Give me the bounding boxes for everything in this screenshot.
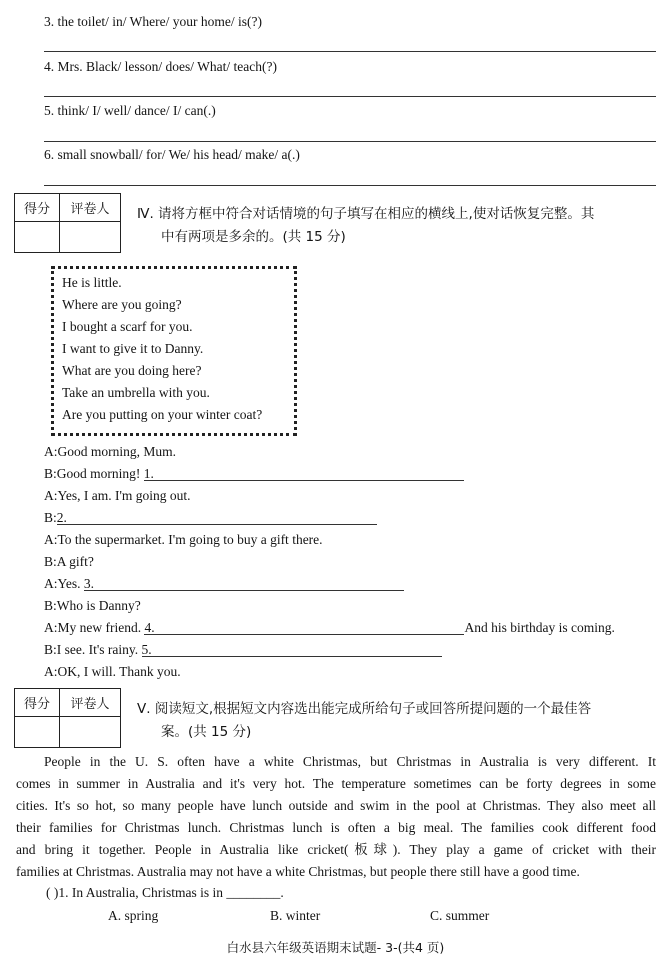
speaker: A: [44, 664, 58, 679]
answer-line-5[interactable] [44, 141, 656, 142]
answer-blank-3[interactable]: 3. [84, 576, 404, 591]
ordering-item-6: 6. small snowball/ for/ We/ his head/ make/ a(.) [44, 147, 300, 162]
question-stem: 1. In Australia, Christmas is in ________. [58, 885, 284, 900]
section4-instruction-line1: Ⅳ. 请将方框中符合对话情境的句子填写在相应的横线上,使对话恢复完整。其 [137, 206, 595, 222]
answer-blank-4[interactable]: 4. [144, 620, 464, 635]
option-6: Take an umbrella with you. [62, 385, 210, 400]
dialogue-line [44, 510, 377, 526]
speaker: A: [44, 620, 58, 635]
section5-instruction-line2: 案。(共 15 分) [161, 724, 252, 740]
option-5: What are you doing here? [62, 363, 202, 378]
passage-line: comes in summer in Australia and it's very hot. The temperature sometimes can be forty degrees in some [16, 776, 656, 791]
dialogue-line: A:Yes, I am. I'm going out. [44, 488, 191, 503]
passage-line: cities. It's so hot, so many people have lunch outside and swim in the pool at Christmas. They also meet all [16, 798, 656, 813]
ordering-item-5: 5. think/ I/ well/ dance/ I/ can(.) [44, 103, 216, 118]
dialogue-line: A:My new friend. 4. And his birthday is coming. [44, 620, 615, 635]
question-option-a[interactable]: A. spring [108, 908, 159, 923]
option-3: I bought a scarf for you. [62, 319, 193, 334]
score-cell[interactable] [15, 717, 60, 748]
score-label: 得分 [15, 194, 60, 222]
speaker: A: [44, 444, 58, 459]
ordering-item-3: 3. the toilet/ in/ Where/ your home/ is(?) [44, 14, 262, 29]
dialogue-line: B:I see. It's rainy. 5. [44, 642, 442, 658]
question-option-b[interactable]: B. winter [270, 908, 321, 923]
passage-line: and bring it together. People in Australia like cricket(板球). They play a game of cricket with their [16, 842, 656, 857]
answer-bracket[interactable]: ( ) [46, 885, 59, 900]
score-box-section5 [14, 688, 121, 748]
speaker: A: [44, 532, 58, 547]
grader-label: 评卷人 [60, 689, 121, 717]
dialogue-line: A:Yes. 3. [44, 576, 404, 592]
dialogue-line: B:A gift? [44, 554, 94, 569]
question-option-c[interactable]: C. summer [430, 908, 490, 923]
option-7: Are you putting on your winter coat? [62, 407, 263, 422]
speaker: B: [44, 642, 57, 657]
dialogue-line: A:To the supermarket. I'm going to buy a gift there. [44, 532, 323, 547]
speaker: A: [44, 576, 58, 591]
answer-blank-2[interactable]: 2. [57, 510, 377, 525]
answer-line-4[interactable] [44, 96, 656, 97]
passage-line: People in the U. S. often have a white Christmas, but Christmas in Australia is very different. It [44, 754, 656, 769]
answer-line-3[interactable] [44, 51, 656, 52]
score-cell[interactable] [15, 222, 60, 253]
grader-label: 评卷人 [60, 194, 121, 222]
speaker: B: [44, 510, 57, 525]
reading-passage [16, 751, 656, 883]
score-label: 得分 [15, 689, 60, 717]
page-footer: 白水县六年级英语期末试题- 3-(共4 页) [226, 940, 445, 955]
section4-instruction-line2: 中有两项是多余的。(共 15 分) [161, 229, 346, 245]
speaker: A: [44, 488, 58, 503]
option-4: I want to give it to Danny. [62, 341, 204, 356]
option-2: Where are you going? [62, 297, 182, 312]
ordering-item-4: 4. Mrs. Black/ lesson/ does/ What/ teach(?) [44, 59, 277, 74]
speaker: B: [44, 598, 57, 613]
dialogue-line: A:OK, I will. Thank you. [44, 664, 181, 679]
dialogue-line: B:Who is Danny? [44, 598, 141, 613]
question-1 [46, 885, 284, 901]
grader-cell[interactable] [60, 717, 121, 748]
passage-line: families at Christmas. Australia may not have a white Christmas, but people there still have a good time. [16, 864, 580, 879]
section5-instruction-line1: Ⅴ. 阅读短文,根据短文内容选出能完成所给句子或回答所提问题的一个最佳答 [137, 701, 592, 717]
speaker: B: [44, 466, 57, 481]
grader-cell[interactable] [60, 222, 121, 253]
sentence-options-box [51, 266, 297, 436]
option-1: He is little. [62, 275, 122, 290]
answer-blank-5[interactable]: 5. [142, 642, 442, 657]
speaker: B: [44, 554, 57, 569]
answer-blank-1[interactable]: 1. [144, 466, 464, 481]
dialogue-line: B:Good morning! 1. [44, 466, 464, 482]
score-box-section4 [14, 193, 121, 253]
answer-line-6[interactable] [44, 185, 656, 186]
dialogue-line: A:Good morning, Mum. [44, 444, 177, 459]
passage-line: their families for Christmas lunch. Christmas lunch is often a big meal. The families cook different food [16, 820, 656, 835]
